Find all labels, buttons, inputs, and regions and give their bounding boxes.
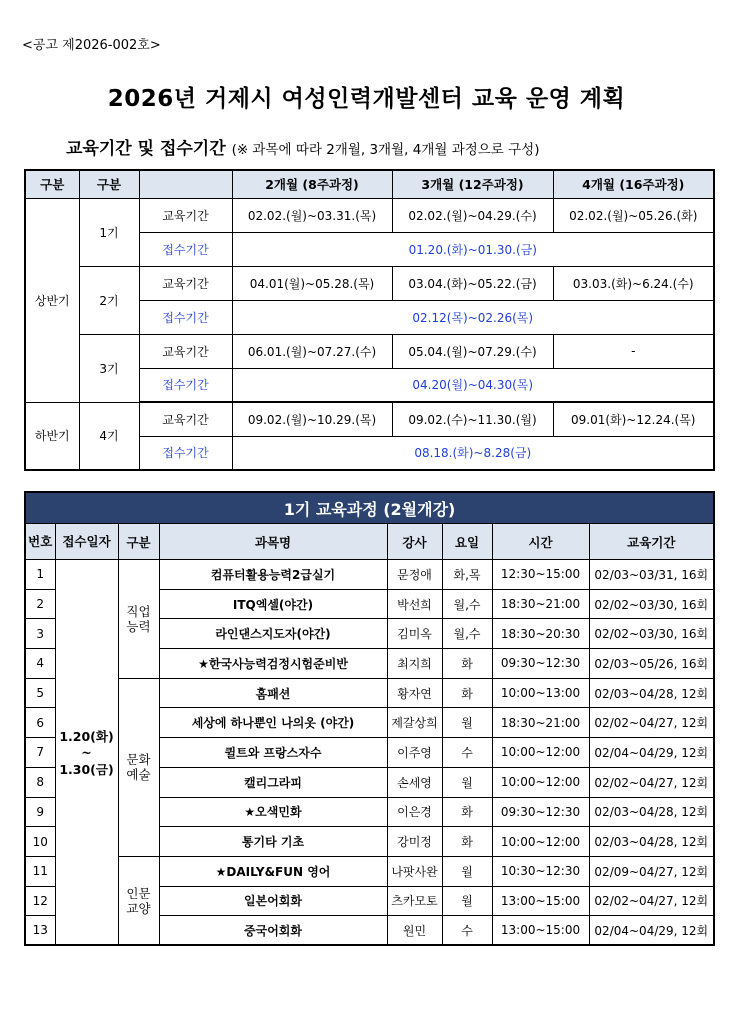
- course-time: 09:30~12:30: [492, 649, 589, 679]
- course-subject: 퀼트와 프랑스자수: [159, 738, 387, 768]
- course-time: 18:30~20:30: [492, 619, 589, 649]
- row-label-reg: 접수기간: [139, 368, 232, 402]
- course-period: 02/04~04/29, 12회: [589, 738, 714, 768]
- edu-period-cell: -: [553, 334, 714, 368]
- period-row-edu: [25, 266, 714, 300]
- edu-period-cell: 02.02.(월)~04.29.(수): [392, 198, 553, 232]
- reg-period-cell: 01.20.(화)~01.30.(금): [232, 232, 714, 266]
- row-label-reg: 접수기간: [139, 300, 232, 334]
- course-teacher: 이은경: [387, 797, 442, 827]
- category-cell: 인문교양: [118, 856, 159, 945]
- course-day: 화: [442, 649, 492, 679]
- reg-period-cell: 04.20(월)~04.30(목): [232, 368, 714, 402]
- notice-number: <공고 제2026-002호>: [22, 38, 161, 53]
- course-banner-row: [25, 492, 714, 524]
- course-period: 02/03~03/31, 16회: [589, 560, 714, 590]
- course-period: 02/02~03/30, 16회: [589, 589, 714, 619]
- header-2month: 2개월 (8주과정): [232, 170, 392, 198]
- header-period: 교육기간: [589, 524, 714, 560]
- course-period: 02/02~04/27, 12회: [589, 708, 714, 738]
- reg-date-cell: [55, 560, 118, 946]
- course-no: 10: [25, 827, 55, 857]
- header-category: 구분: [25, 170, 79, 198]
- header-time: 시간: [492, 524, 589, 560]
- course-time: 10:30~12:30: [492, 856, 589, 886]
- course-subject: 세상에 하나뿐인 나의옷 (야간): [159, 708, 387, 738]
- course-subject: 중국어회화: [159, 916, 387, 946]
- course-time: 12:30~15:00: [492, 560, 589, 590]
- course-no: 3: [25, 619, 55, 649]
- period-section-heading: [66, 134, 540, 159]
- course-day: 월: [442, 708, 492, 738]
- header-blank: [139, 170, 232, 198]
- course-no: 13: [25, 916, 55, 946]
- course-day: 수: [442, 916, 492, 946]
- course-no: 7: [25, 738, 55, 768]
- course-period: 02/04~04/29, 12회: [589, 916, 714, 946]
- header-subject: 과목명: [159, 524, 387, 560]
- course-time: 18:30~21:00: [492, 708, 589, 738]
- course-subject: ★DAILY&FUN 영어: [159, 856, 387, 886]
- course-subject: ★오색민화: [159, 797, 387, 827]
- course-period: 02/09~04/27, 12회: [589, 856, 714, 886]
- course-day: 월: [442, 886, 492, 916]
- half-label-second: 하반기: [25, 402, 79, 470]
- course-time: 10:00~13:00: [492, 678, 589, 708]
- course-no: 12: [25, 886, 55, 916]
- course-day: 월: [442, 767, 492, 797]
- course-period: 02/02~04/27, 12회: [589, 767, 714, 797]
- term-label: 2기: [79, 266, 139, 334]
- edu-period-cell: 09.02.(수)~11.30.(월): [392, 402, 553, 436]
- course-no: 8: [25, 767, 55, 797]
- course-period: 02/02~03/30, 16회: [589, 619, 714, 649]
- course-period: 02/02~04/27, 12회: [589, 886, 714, 916]
- course-teacher: 김미옥: [387, 619, 442, 649]
- course-no: 11: [25, 856, 55, 886]
- header-category: 구분: [79, 170, 139, 198]
- course-period: 02/03~05/26, 16회: [589, 649, 714, 679]
- row-label-reg: 접수기간: [139, 436, 232, 470]
- course-subject: ITQ엑셀(야간): [159, 589, 387, 619]
- course-period: 02/03~04/28, 12회: [589, 797, 714, 827]
- course-time: 18:30~21:00: [492, 589, 589, 619]
- course-teacher: 박선희: [387, 589, 442, 619]
- page-title: 2026년 거제시 여성인력개발센터 교육 운영 계획: [107, 86, 626, 112]
- course-subject: 홈패션: [159, 678, 387, 708]
- course-no: 1: [25, 560, 55, 590]
- course-day: 화: [442, 827, 492, 857]
- period-row-edu: [25, 402, 714, 436]
- reg-date-end: 1.30(금): [59, 761, 114, 777]
- term-label: 3기: [79, 334, 139, 402]
- course-subject: 컴퓨터활용능력2급실기: [159, 560, 387, 590]
- course-teacher: 손세영: [387, 767, 442, 797]
- course-row: [25, 678, 714, 708]
- course-row: [25, 856, 714, 886]
- edu-period-cell: 09.02.(월)~10.29.(목): [232, 402, 392, 436]
- term-label: 4기: [79, 402, 139, 470]
- period-row-edu: [25, 334, 714, 368]
- course-teacher: 강미정: [387, 827, 442, 857]
- half-label-first: 상반기: [25, 198, 79, 402]
- course-day: 화,목: [442, 560, 492, 590]
- course-no: 4: [25, 649, 55, 679]
- edu-period-cell: 02.02.(월)~03.31.(목): [232, 198, 392, 232]
- header-4month: 4개월 (16주과정): [553, 170, 714, 198]
- course-teacher: 츠카모토: [387, 886, 442, 916]
- course-time: 10:00~12:00: [492, 738, 589, 768]
- course-time: 13:00~15:00: [492, 916, 589, 946]
- course-day: 화: [442, 678, 492, 708]
- course-teacher: 이주영: [387, 738, 442, 768]
- row-label-edu: 교육기간: [139, 266, 232, 300]
- edu-period-cell: 04.01(월)~05.28.(목): [232, 266, 392, 300]
- course-teacher: 원민: [387, 916, 442, 946]
- course-time: 09:30~12:30: [492, 797, 589, 827]
- course-no: 2: [25, 589, 55, 619]
- course-table: [24, 491, 715, 946]
- row-label-edu: 교육기간: [139, 334, 232, 368]
- period-table-header: [25, 170, 714, 198]
- course-row: [25, 560, 714, 590]
- course-subject: 캘리그라피: [159, 767, 387, 797]
- period-heading-note: (※ 과목에 따라 2개월, 3개월, 4개월 과정으로 구성): [231, 142, 540, 158]
- row-label-reg: 접수기간: [139, 232, 232, 266]
- course-time: 10:00~12:00: [492, 767, 589, 797]
- course-period: 02/03~04/28, 12회: [589, 827, 714, 857]
- category-cell: 문화예술: [118, 678, 159, 856]
- header-category: 구분: [118, 524, 159, 560]
- course-day: 월,수: [442, 589, 492, 619]
- course-subject: 라인댄스지도자(야간): [159, 619, 387, 649]
- period-row-edu: [25, 198, 714, 232]
- period-table: [24, 169, 715, 471]
- course-time: 10:00~12:00: [492, 827, 589, 857]
- course-day: 월: [442, 856, 492, 886]
- course-no: 6: [25, 708, 55, 738]
- category-cell: 직업능력: [118, 560, 159, 679]
- header-no: 번호: [25, 524, 55, 560]
- course-subject: 일본어회화: [159, 886, 387, 916]
- row-label-edu: 교육기간: [139, 198, 232, 232]
- course-table-header: [25, 524, 714, 560]
- course-subject: 통기타 기초: [159, 827, 387, 857]
- row-label-edu: 교육기간: [139, 402, 232, 436]
- course-day: 월,수: [442, 619, 492, 649]
- edu-period-cell: 02.02.(월)~05.26.(화): [553, 198, 714, 232]
- header-3month: 3개월 (12주과정): [392, 170, 553, 198]
- header-reg-date: 접수일자: [55, 524, 118, 560]
- course-day: 화: [442, 797, 492, 827]
- course-subject: ★한국사능력검정시험준비반: [159, 649, 387, 679]
- course-no: 9: [25, 797, 55, 827]
- term-label: 1기: [79, 198, 139, 266]
- course-rows: [25, 560, 714, 946]
- edu-period-cell: 03.04.(화)~05.22.(금): [392, 266, 553, 300]
- header-teacher: 강사: [387, 524, 442, 560]
- course-no: 5: [25, 678, 55, 708]
- reg-date-start: 1.20(화): [59, 728, 114, 744]
- edu-period-cell: 06.01.(월)~07.27.(수): [232, 334, 392, 368]
- header-day: 요일: [442, 524, 492, 560]
- reg-period-cell: 02.12(목)~02.26(목): [232, 300, 714, 334]
- edu-period-cell: 09.01(화)~12.24.(목): [553, 402, 714, 436]
- course-day: 수: [442, 738, 492, 768]
- period-heading-text: 교육기간 및 접수기간: [66, 139, 226, 159]
- reg-period-cell: 08.18.(화)~8.28(금): [232, 436, 714, 470]
- edu-period-cell: 05.04.(월)~07.29.(수): [392, 334, 553, 368]
- course-time: 13:00~15:00: [492, 886, 589, 916]
- course-teacher: 문정애: [387, 560, 442, 590]
- edu-period-cell: 03.03.(화)~6.24.(수): [553, 266, 714, 300]
- course-teacher: 황자연: [387, 678, 442, 708]
- course-teacher: 나팟사완: [387, 856, 442, 886]
- reg-date-tilde: ~: [81, 744, 92, 760]
- course-banner: 1기 교육과정 (2월개강): [25, 492, 714, 524]
- course-period: 02/03~04/28, 12회: [589, 678, 714, 708]
- course-teacher: 최지희: [387, 649, 442, 679]
- course-teacher: 제갈상희: [387, 708, 442, 738]
